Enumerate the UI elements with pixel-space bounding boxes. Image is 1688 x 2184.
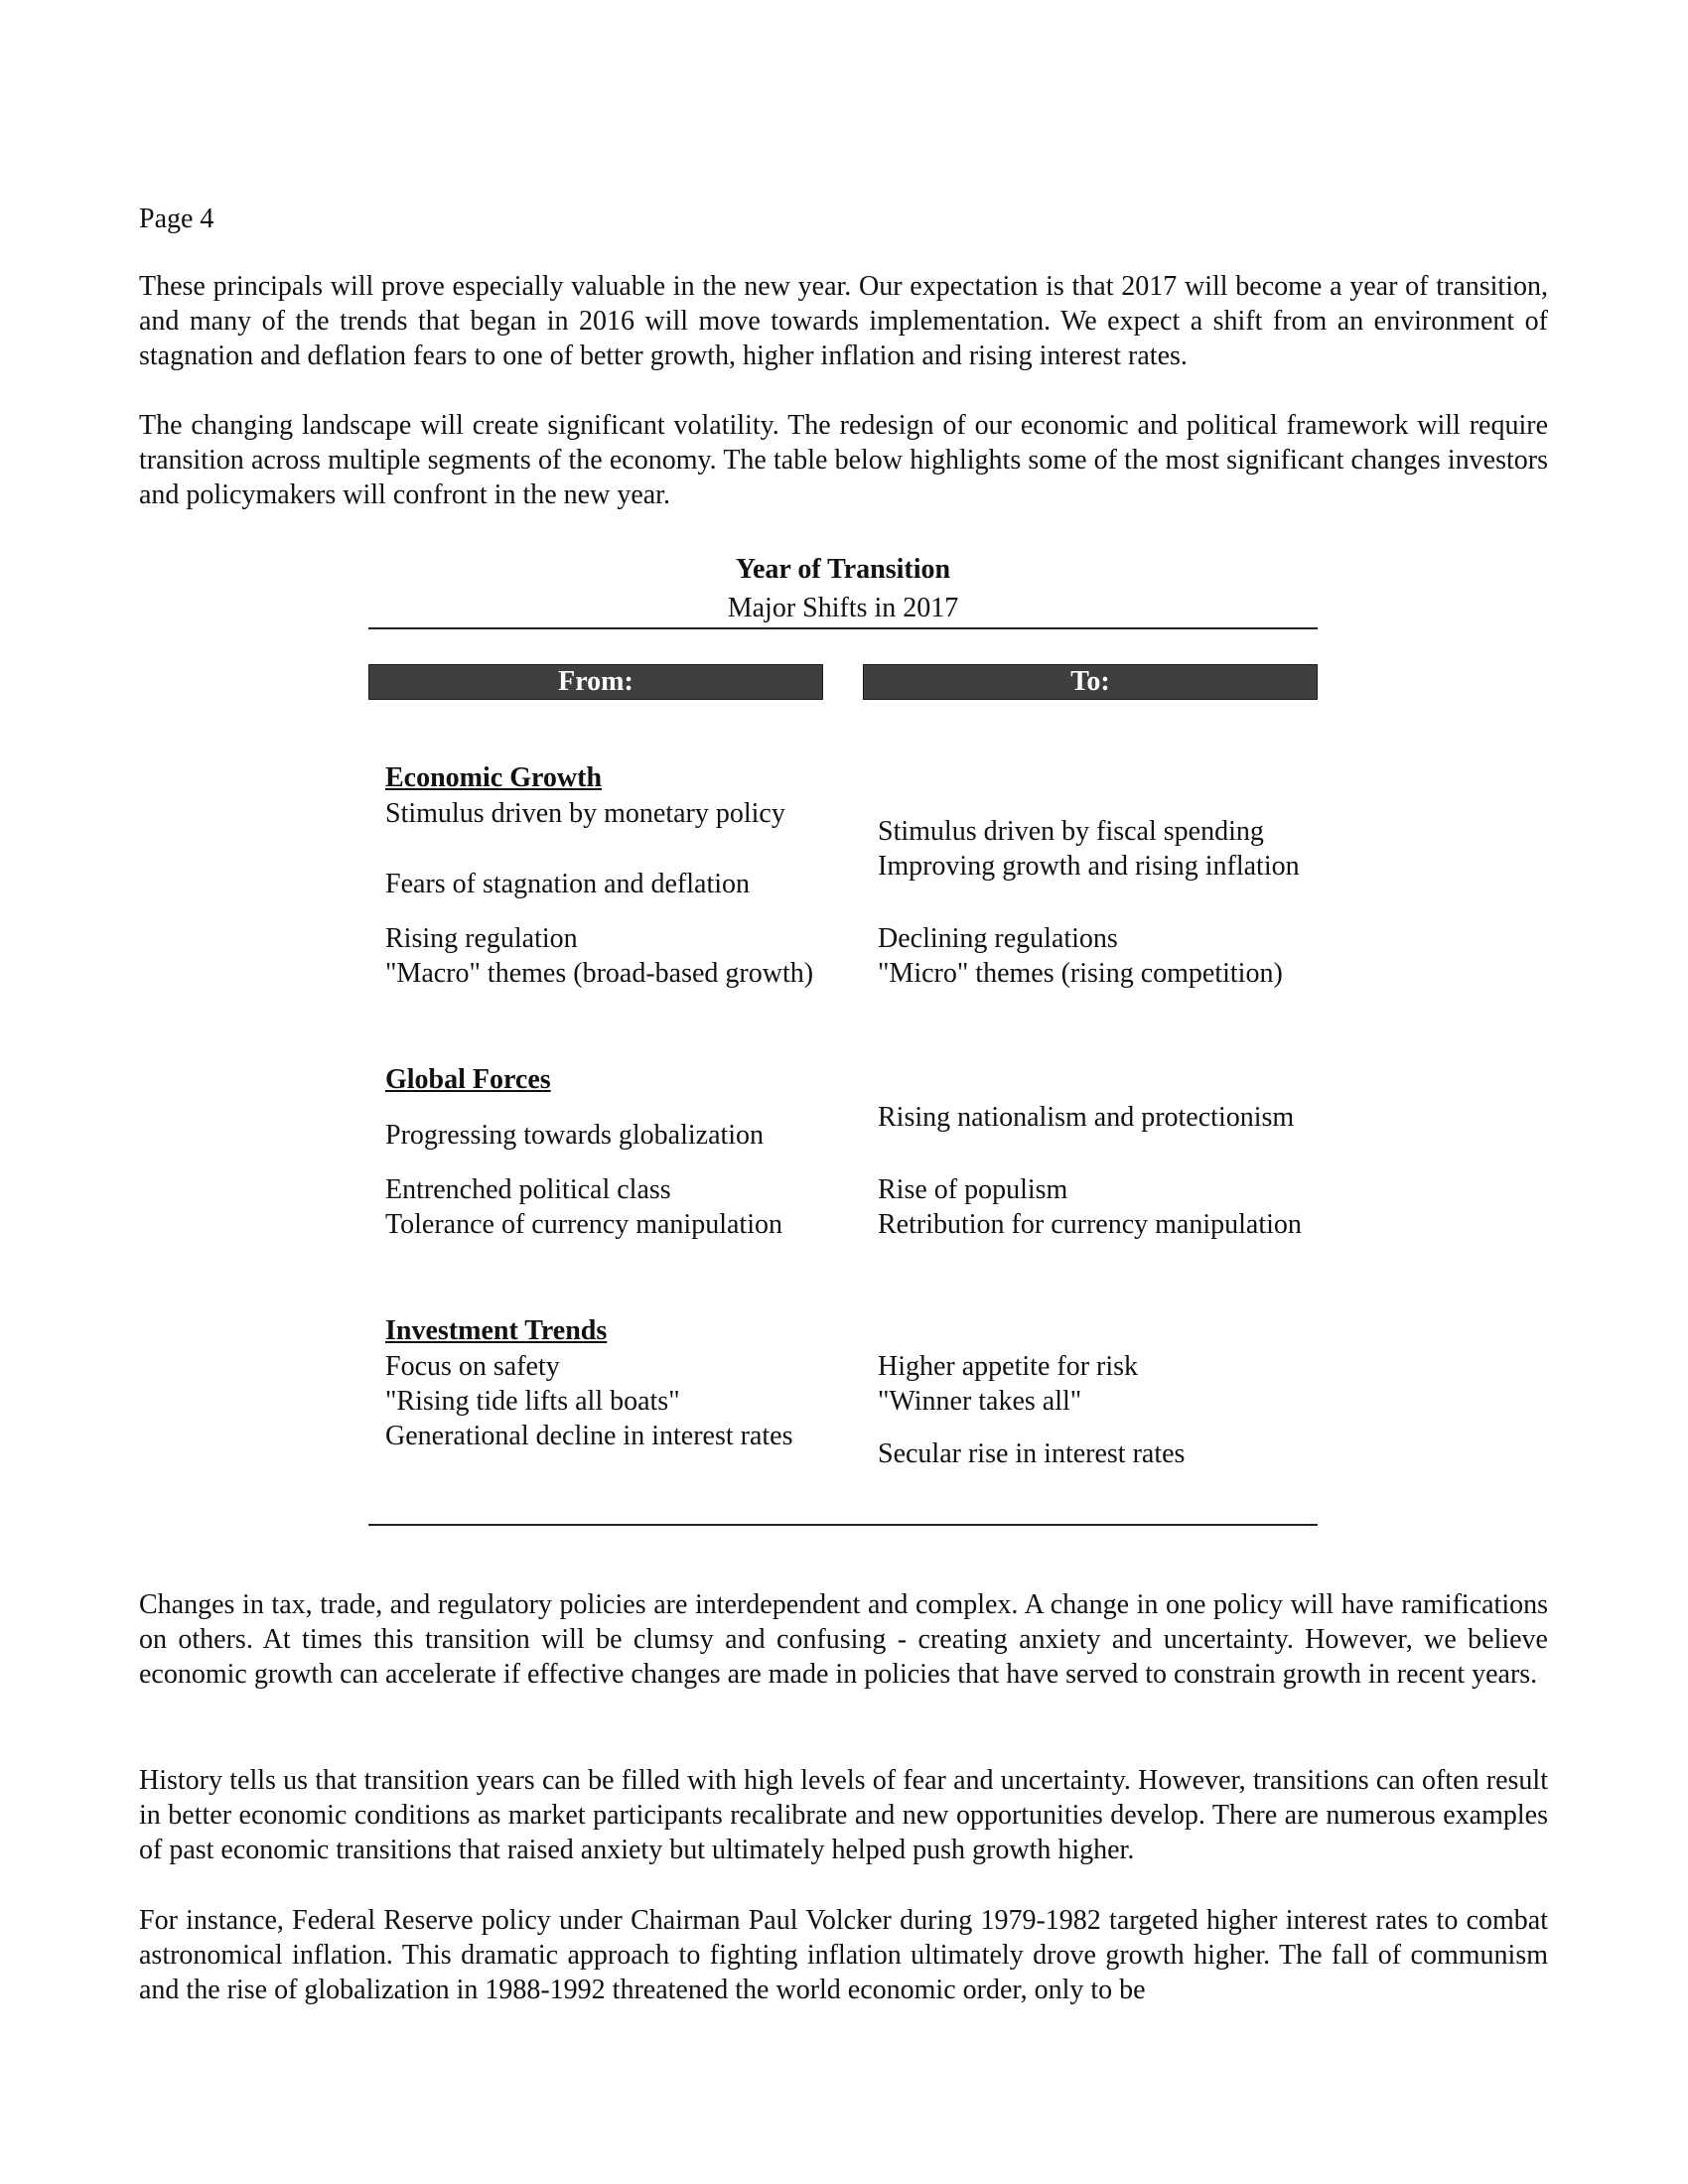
from-column-header: From: xyxy=(368,664,823,700)
to-cell: Rising nationalism and protectionism xyxy=(878,1102,1295,1133)
from-cell: Tolerance of currency manipulation xyxy=(385,1209,782,1240)
page-number: Page 4 xyxy=(139,204,214,234)
paragraph-history: History tells us that transition years can be filled with high levels of fear and uncertainty. However, transitions can often result in better economic conditions as market participants recalibrate and new opportunities develop. There are numerous examples of past economic transitions that raised anxiety but ultimately helped push growth higher. xyxy=(139,1765,1548,1865)
table-top-rule xyxy=(368,627,1318,629)
paragraph-intro: These principals will prove especially valuable in the new year. Our expectation is that 2017 will become a year of transition, and many of the trends that began in 2016 will move towards implementation. We expect a shift from an environment of stagnation and deflation fears to one of better growth, higher inflation and rising interest rates. xyxy=(139,271,1548,371)
from-cell: Fears of stagnation and deflation xyxy=(385,869,751,899)
to-cell: Stimulus driven by fiscal spending xyxy=(878,816,1264,847)
section-heading-investment-trends: Investment Trends xyxy=(385,1315,608,1346)
table-subtitle: Major Shifts in 2017 xyxy=(727,593,959,623)
from-cell: "Rising tide lifts all boats" xyxy=(385,1386,680,1417)
from-cell: Entrenched political class xyxy=(385,1174,671,1205)
to-cell: "Micro" themes (rising competition) xyxy=(878,958,1283,989)
from-cell: "Macro" themes (broad-based growth) xyxy=(385,958,814,989)
paragraph-landscape: The changing landscape will create significant volatility. The redesign of our economic and political framework will require transition across multiple segments of the economy. The table below highlights some of the most significant changes investors and policymakers will confront in the new year. xyxy=(139,410,1548,510)
from-cell: Focus on safety xyxy=(385,1351,560,1382)
section-heading-economic-growth: Economic Growth xyxy=(385,762,603,793)
from-cell: Stimulus driven by monetary policy xyxy=(385,798,785,829)
table-title: Year of Transition xyxy=(735,554,951,585)
to-cell: Secular rise in interest rates xyxy=(878,1438,1186,1469)
to-cell: Higher appetite for risk xyxy=(878,1351,1139,1382)
to-cell: "Winner takes all" xyxy=(878,1386,1082,1417)
from-cell: Generational decline in interest rates xyxy=(385,1421,793,1451)
from-cell: Progressing towards globalization xyxy=(385,1120,765,1151)
paragraph-examples: For instance, Federal Reserve policy under Chairman Paul Volcker during 1979-1982 targeted higher interest rates to combat astronomical inflation. This dramatic approach to fighting inflation ultimately drove growth higher. The fall of communism and the rise of globalization in 1988-1992 threatened the world economic order, only to be xyxy=(139,1905,1548,2005)
section-heading-global-forces: Global Forces xyxy=(385,1064,551,1095)
to-column-header: To: xyxy=(863,664,1318,700)
to-cell: Rise of populism xyxy=(878,1174,1068,1205)
to-cell: Improving growth and rising inflation xyxy=(878,851,1300,882)
paragraph-policies: Changes in tax, trade, and regulatory policies are interdependent and complex. A change in one policy will have ramifications on others. At times this transition will be clumsy and confusing - creating anxiety and uncertainty. However, we believe economic growth can accelerate if effective changes are made in policies that have served to constrain growth in recent years. xyxy=(139,1589,1548,1690)
from-cell: Rising regulation xyxy=(385,923,578,954)
to-cell: Declining regulations xyxy=(878,923,1118,954)
to-cell: Retribution for currency manipulation xyxy=(878,1209,1302,1240)
table-bottom-rule xyxy=(368,1524,1318,1526)
